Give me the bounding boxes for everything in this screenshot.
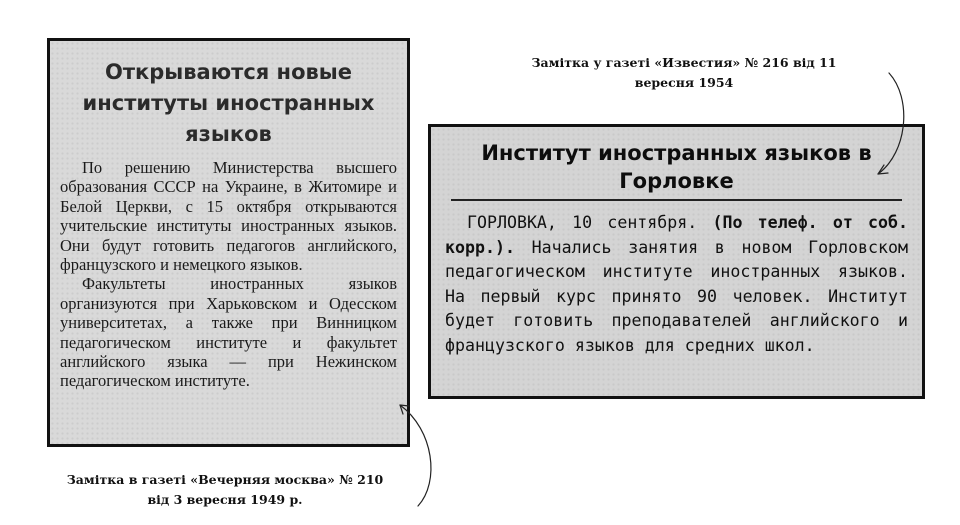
caption-vechernyaya: Замітка в газеті «Вечерняя москва» № 210 від 3 вересня 1949 р. (66, 472, 384, 507)
caption-izvestia: Замітка у газеті «Известия» № 216 від 11 вересня 1954 (531, 55, 837, 90)
clipping-headline: Институт иностранных языков в Горловке (481, 141, 872, 193)
clipping-source: (По телеф. от соб. корр.). (445, 213, 908, 257)
vechernyaya-moskva-clipping (47, 38, 410, 447)
izvestia-clipping (428, 124, 925, 399)
clipping-paragraph-1: По решению Министерства высшего образования СССР на Украине, в Житомире и Белой Церкви, с 15 октября открываются учительские институты иностранных языков. Они будут готовить педагогов английского, французского и немецкого языков. (60, 158, 397, 275)
clipping-paragraph-2: Факультеты иностранных языков организуются при Харьковском и Одесском университетах, а также при Винницком педагогическом институте и факультет английского языка — при Нежинском педагогическом институте. (60, 274, 397, 391)
headline-rule (451, 199, 902, 201)
clipping-text: Начались занятия в новом Горловском педагогическом институте иностранных языков. На первый курс принято 90 человек. Институт будет готовить преподавателей английского и французского языков для средних школ. (445, 237, 908, 355)
clipping-dateline: ГОРЛОВКА, 10 сентября. (467, 213, 698, 232)
clipping-headline: Открываются новые институты иностранных языков (82, 60, 375, 146)
clipping-body (445, 211, 908, 358)
